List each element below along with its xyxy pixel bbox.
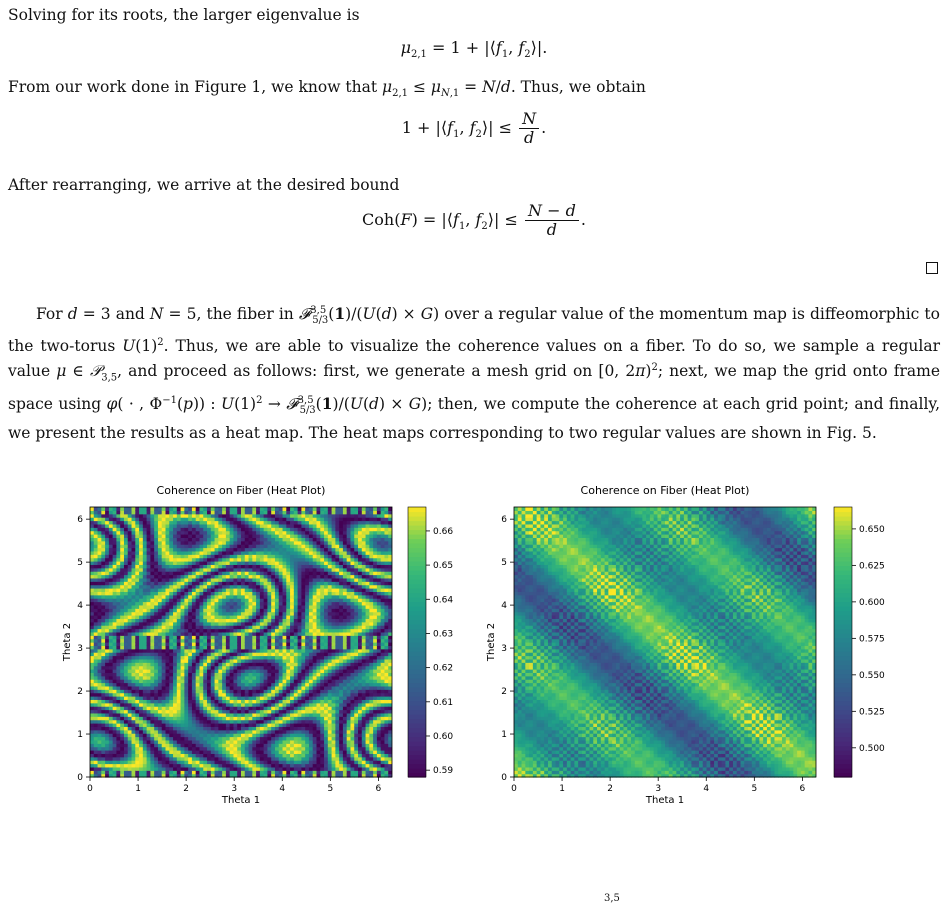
heatmap-cell <box>298 507 302 511</box>
heatmap-cell <box>226 507 230 511</box>
eq2-numerator: N <box>519 110 539 129</box>
eq3-denominator: d <box>546 220 558 239</box>
heatmap-cell <box>317 507 321 511</box>
heatmap-cell <box>207 507 211 511</box>
heatmap-cell <box>184 507 188 511</box>
chart-title: Coherence on Fiber (Heat Plot) <box>156 484 326 497</box>
heatmap-cell <box>147 507 151 511</box>
heatmap-cell <box>241 507 245 511</box>
heatmap-cell <box>313 507 317 511</box>
paragraph-fiber: For d = 3 and N = 5, the fiber in 𝓕$^{3,5}_{5/3}$(1)/(U(d) × G) over a regular value of the momentum map is diffeomorphic to the two-torus $U(1)^2$. Thus, we are able to visualize the coherence values on a fiber. To do so, we sample a regular value μ ∈ 𝒫$_{3,5}$, and proceed as follows: first, we generate a mesh grid on [0, 2π)$^2$; next, we map the grid onto frame space using φ( · , $\Phi^{-1}(p)$) : $U(1)^2$ → 𝓕$^{3,5}_{5/3}$(1)/(U(d) × G); then, we compute the coherence at each grid point; and finally, we present the results as a heat map. The heat maps corresponding to two regular values are shown in Fig. 5. <box>8 304 941 442</box>
heatmap-cell <box>162 507 166 511</box>
heatmap-cell <box>260 507 264 511</box>
heatmap-cell <box>271 507 275 511</box>
heatmap-cell <box>283 507 287 511</box>
heatmap-cell <box>120 507 124 511</box>
heatmap-cell <box>139 507 143 511</box>
heatmap-cell <box>150 507 154 511</box>
heatmap-cell <box>196 507 200 511</box>
heatmap-cell <box>252 507 256 511</box>
heatmap-cell <box>279 507 283 511</box>
heatmap-cell <box>267 507 271 511</box>
heatmap-cell <box>181 507 185 511</box>
heatmap-cell <box>135 507 139 511</box>
eq3-numerator: N − d <box>525 202 579 221</box>
heatmap-cell <box>215 507 219 511</box>
heatmap-cell <box>192 507 196 511</box>
heatmap-cell <box>320 507 324 511</box>
heatmap-cell <box>101 507 105 511</box>
heatmap-cell <box>173 507 177 511</box>
equation-coherence-bound: $Coh(F) = |⟨f_1$, $f_2⟩|$ ≤ $\frac{N - d}{d}$ . <box>362 201 586 239</box>
heatmap-cell <box>309 507 313 511</box>
heatmap-cell <box>249 507 253 511</box>
heatmap-cell <box>230 507 234 511</box>
heatmap-cell <box>116 507 120 511</box>
heatmap-cell <box>94 507 98 511</box>
heatmap-cell <box>211 507 215 511</box>
heatmap-cell <box>275 507 279 511</box>
heatmap-cell <box>245 507 249 511</box>
heatmap-cell <box>143 507 147 511</box>
heatmap-cell <box>294 507 298 511</box>
heatmap-cell <box>177 507 181 511</box>
heatmap-cell <box>188 507 192 511</box>
heatmap-cell <box>90 507 94 511</box>
heatmap-cell <box>128 507 132 511</box>
heatmap-cell <box>199 507 203 511</box>
heatmap-cell <box>109 507 113 511</box>
heatmap-cell <box>166 507 170 511</box>
sentence-roots: Solving for its roots, the larger eigenvalue is <box>8 6 360 24</box>
heatmap-cell <box>124 507 128 511</box>
heatmap-cell <box>203 507 207 511</box>
heatmap-cell <box>154 507 158 511</box>
heatmap-cell <box>158 507 162 511</box>
equation-eigenvalue: $\mu_{2,1} = 1$ + $|⟨f_1$, $f_2⟩|$. <box>400 38 548 61</box>
heatmap-cell <box>169 507 173 511</box>
sentence-rearranging: After rearranging, we arrive at the desired bound <box>8 176 400 194</box>
qed-box-icon <box>926 262 938 274</box>
eq2-denominator: d <box>524 128 535 147</box>
heatmap-cell <box>105 507 109 511</box>
heatmap-left <box>60 478 460 806</box>
heatmap-cell <box>301 507 305 511</box>
heatmap-cell <box>305 507 309 511</box>
heatmap-cell <box>264 507 268 511</box>
sentence-figure-one: From our work done in Figure 1, we know that $\mu_{2,1} \le \mu_{N,1} = N/d$. Thus, we obtain <box>8 78 646 100</box>
heatmap-cell <box>132 507 136 511</box>
heatmap-cell <box>218 507 222 511</box>
heatmap-cell <box>98 507 102 511</box>
heatmap-cell <box>222 507 226 511</box>
heatmap-cell <box>237 507 241 511</box>
heatmap-cell <box>113 507 117 511</box>
heatmap-cell <box>233 507 237 511</box>
heatmap-cell <box>256 507 260 511</box>
heatmap-cell <box>286 507 290 511</box>
equation-inequality: $1 + |⟨f_1$, $f_2⟩|$ ≤ $\frac{N}{d}$ . <box>401 109 547 147</box>
heatmap-cell <box>290 507 294 511</box>
